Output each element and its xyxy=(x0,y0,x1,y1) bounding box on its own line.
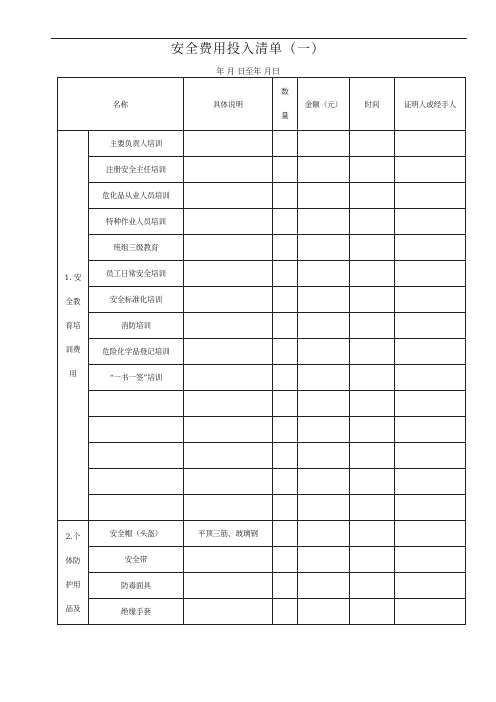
amount-cell xyxy=(298,209,350,235)
time-cell xyxy=(350,235,395,261)
witness-cell xyxy=(395,417,466,443)
table-row xyxy=(58,365,466,391)
quantity-cell xyxy=(273,131,298,157)
amount-cell xyxy=(298,339,350,365)
description-cell xyxy=(184,391,273,417)
header-row xyxy=(58,78,466,131)
description-cell xyxy=(184,261,273,287)
quantity-cell xyxy=(273,339,298,365)
table-row xyxy=(58,157,466,183)
category-line: 用 xyxy=(69,368,77,378)
table-row xyxy=(58,417,466,443)
item-name-cell: 绝缘手套 xyxy=(89,599,184,625)
header-description: 具体说明 xyxy=(184,78,273,131)
witness-cell xyxy=(395,391,466,417)
item-name-cell: 特种作业人员培训 xyxy=(89,209,184,235)
quantity-cell xyxy=(273,495,298,521)
item-name-cell: 安全帽（头盔） xyxy=(89,521,184,547)
witness-cell xyxy=(395,547,466,573)
description-cell xyxy=(184,443,273,469)
header-witness: 证明人或经手人 xyxy=(395,78,466,131)
description-cell: 平顶三筋、玻璃钢 xyxy=(184,521,273,547)
amount-cell xyxy=(298,287,350,313)
amount-cell xyxy=(298,391,350,417)
description-cell xyxy=(184,339,273,365)
category-line: 全教 xyxy=(65,296,81,306)
section-1-category xyxy=(58,131,89,521)
table-row xyxy=(58,339,466,365)
quantity-cell xyxy=(273,183,298,209)
description-cell xyxy=(184,157,273,183)
witness-cell xyxy=(395,183,466,209)
witness-cell xyxy=(395,287,466,313)
description-cell xyxy=(184,183,273,209)
time-cell xyxy=(350,183,395,209)
table-row xyxy=(58,547,466,573)
quantity-cell xyxy=(273,443,298,469)
table-row xyxy=(58,261,466,287)
time-cell xyxy=(350,547,395,573)
category-line: 体防 xyxy=(65,555,81,565)
witness-cell xyxy=(395,235,466,261)
table-row xyxy=(58,391,466,417)
header-quantity xyxy=(273,78,298,131)
witness-cell xyxy=(395,209,466,235)
time-cell xyxy=(350,365,395,391)
description-cell xyxy=(184,235,273,261)
witness-cell xyxy=(395,599,466,625)
table-body xyxy=(58,131,466,625)
quantity-cell xyxy=(273,599,298,625)
description-cell xyxy=(184,313,273,339)
description-cell xyxy=(184,365,273,391)
quantity-cell xyxy=(273,157,298,183)
amount-cell xyxy=(298,469,350,495)
item-name-cell: 防毒面具 xyxy=(89,573,184,599)
item-name-cell: 安全带 xyxy=(89,547,184,573)
amount-cell xyxy=(298,443,350,469)
time-cell xyxy=(350,417,395,443)
amount-cell xyxy=(298,417,350,443)
witness-cell xyxy=(395,365,466,391)
table-row xyxy=(58,235,466,261)
time-cell xyxy=(350,443,395,469)
item-name-cell xyxy=(89,469,184,495)
category-line: 护用 xyxy=(65,579,81,589)
item-name-cell: 主要负责人培训 xyxy=(89,131,184,157)
item-name-cell: “一书一签”培训 xyxy=(89,365,184,391)
description-cell xyxy=(184,287,273,313)
item-name-cell xyxy=(89,495,184,521)
quantity-cell xyxy=(273,391,298,417)
witness-cell xyxy=(395,157,466,183)
table-row xyxy=(58,209,466,235)
item-name-cell: 危险化学品登记培训 xyxy=(89,339,184,365)
table-row xyxy=(58,287,466,313)
quantity-cell xyxy=(273,209,298,235)
item-name-cell: 危化品从业人员培训 xyxy=(89,183,184,209)
document-title: 安全费用投入清单（一） xyxy=(170,42,325,57)
amount-cell xyxy=(298,365,350,391)
witness-cell xyxy=(395,443,466,469)
header-name: 名称 xyxy=(58,78,184,131)
header-quantity-line1: 数 xyxy=(281,87,289,96)
item-name-cell: 注册安全主任培训 xyxy=(89,157,184,183)
time-cell xyxy=(350,209,395,235)
description-cell xyxy=(184,547,273,573)
amount-cell xyxy=(298,235,350,261)
witness-cell xyxy=(395,469,466,495)
item-name-cell: 员工日常安全培训 xyxy=(89,261,184,287)
quantity-cell xyxy=(273,547,298,573)
quantity-cell xyxy=(273,235,298,261)
time-cell xyxy=(350,287,395,313)
item-name-cell xyxy=(89,443,184,469)
witness-cell xyxy=(395,573,466,599)
quantity-cell xyxy=(273,573,298,599)
item-name-cell: 消防培训 xyxy=(89,313,184,339)
category-line: 品及 xyxy=(65,603,81,613)
witness-cell xyxy=(395,339,466,365)
table-row xyxy=(58,521,466,547)
time-cell xyxy=(350,313,395,339)
witness-cell xyxy=(395,521,466,547)
category-line: 训费 xyxy=(65,344,81,354)
category-line: 2.个 xyxy=(65,531,81,541)
amount-cell xyxy=(298,261,350,287)
header-quantity-line2: 量 xyxy=(281,111,289,120)
item-name-cell: 安全标准化培训 xyxy=(89,287,184,313)
quantity-cell xyxy=(273,313,298,339)
time-cell xyxy=(350,495,395,521)
description-cell xyxy=(184,417,273,443)
quantity-cell xyxy=(273,365,298,391)
header-time: 时间 xyxy=(350,78,395,131)
date-range-line: 年 月 日至年 月曰 xyxy=(216,67,280,76)
amount-cell xyxy=(298,521,350,547)
table-row xyxy=(58,469,466,495)
quantity-cell xyxy=(273,469,298,495)
witness-cell xyxy=(395,131,466,157)
amount-cell xyxy=(298,495,350,521)
witness-cell xyxy=(395,495,466,521)
section-2-category xyxy=(58,521,89,625)
description-cell xyxy=(184,209,273,235)
header-amount: 金额（元） xyxy=(298,78,350,131)
quantity-cell xyxy=(273,261,298,287)
description-cell xyxy=(184,599,273,625)
table-row xyxy=(58,599,466,625)
time-cell xyxy=(350,157,395,183)
description-cell xyxy=(184,573,273,599)
amount-cell xyxy=(298,183,350,209)
time-cell xyxy=(350,339,395,365)
amount-cell xyxy=(298,157,350,183)
category-line: 1. 安 xyxy=(64,272,82,282)
table-row xyxy=(58,495,466,521)
amount-cell xyxy=(298,131,350,157)
description-cell xyxy=(184,131,273,157)
quantity-cell xyxy=(273,417,298,443)
time-cell xyxy=(350,573,395,599)
description-cell xyxy=(184,469,273,495)
time-cell xyxy=(350,469,395,495)
time-cell xyxy=(350,131,395,157)
witness-cell xyxy=(395,313,466,339)
amount-cell xyxy=(298,573,350,599)
time-cell xyxy=(350,521,395,547)
table-row xyxy=(58,183,466,209)
item-name-cell: 班组三级教育 xyxy=(89,235,184,261)
time-cell xyxy=(350,391,395,417)
quantity-cell xyxy=(273,521,298,547)
table-row xyxy=(58,443,466,469)
time-cell xyxy=(350,599,395,625)
amount-cell xyxy=(298,547,350,573)
description-cell xyxy=(184,495,273,521)
table-row xyxy=(58,313,466,339)
table-row xyxy=(58,131,466,157)
quantity-cell xyxy=(273,287,298,313)
category-line: 育培 xyxy=(65,320,81,330)
witness-cell xyxy=(395,261,466,287)
time-cell xyxy=(350,261,395,287)
item-name-cell xyxy=(89,391,184,417)
table-row xyxy=(58,573,466,599)
amount-cell xyxy=(298,313,350,339)
expense-table xyxy=(57,77,466,625)
amount-cell xyxy=(298,599,350,625)
item-name-cell xyxy=(89,417,184,443)
